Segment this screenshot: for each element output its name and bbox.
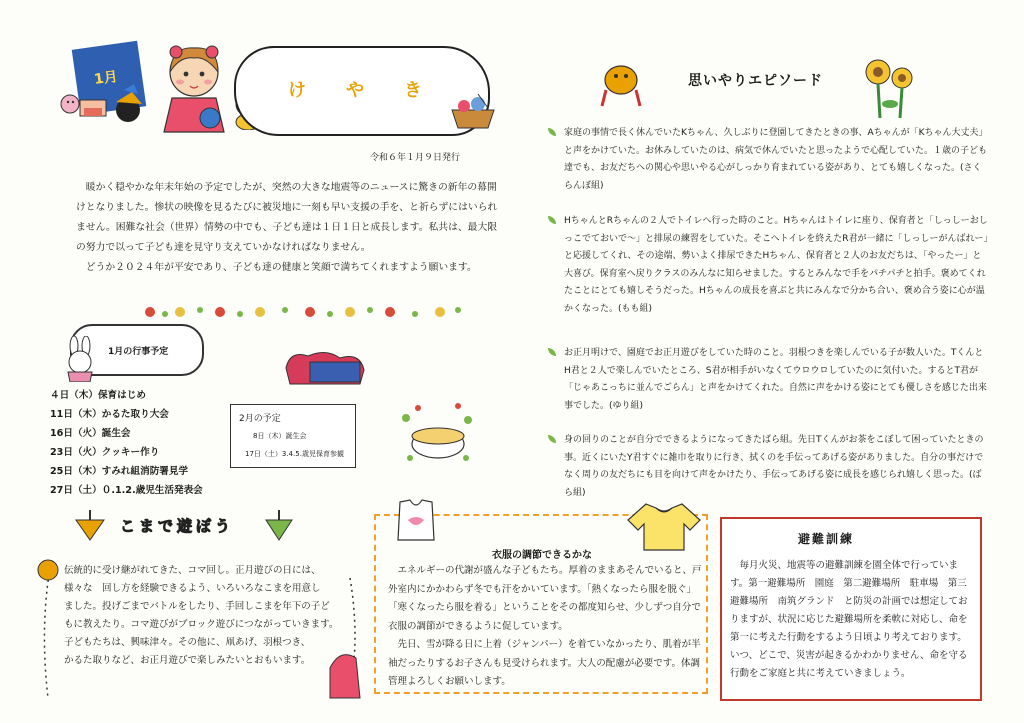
february-title: 2月の予定 (239, 414, 281, 424)
play-line: 様々な 回し方を経験できるよう、いろいろなこまを用意し (64, 583, 321, 594)
event-item: 27日（土）０.1.2.歳児生活発表会 (50, 485, 203, 496)
leaf-bullet-icon (548, 435, 556, 443)
episode-text: 身の回りのことが自分でできるようになってきたばら組。先日Tくんがお茶をこぼして困っていたときの事。近くにいたY君すぐに雑巾を取りに行き、拭くのを手伝ってあげる姿がありました。自分の事だけでなく周りの友だちにも目を向けて声をかけたり、手伝ってあげる姿に成長を感じられ嬉しく思った。(ばら組) (564, 435, 984, 498)
disaster-paragraph: 毎月火災、地震等の避難訓練を園全体で行っています。第一避難場所 園庭 第二避難場所 駐車場 第三避難場所 南筑グランド と防災の計画では想定しておりますが、状況に応じた避難場所を柔軟に対応し、命を第一に考えた行動をするよう日頃より考えております。いつ、どこで、災害が起きるかわかりません、命を守る行動をご家庭と共に考えていきましょう。 (730, 560, 968, 679)
play-line: ました。投げごまでバトルをしたり、手回しこまを年下の子ど (64, 601, 330, 612)
month-badge-label: 1月 (93, 68, 119, 89)
leaf-bullet-icon (548, 128, 556, 136)
disaster-drill-title: 避難訓練 (798, 532, 855, 546)
events-title: 1月の行事予定 (108, 347, 169, 357)
event-item: ４日（木）保育はじめ (50, 390, 146, 401)
episode-text: お正月明けで、園庭でお正月遊びをしていた時のこと。羽根つきを楽しんでいる子が数人いた。TくんとH君と２人で楽しんでいたところ、S君が相手がいなくてウロウロしていたのに気付いた。するとT君が「じゃあこっちに並んでごらん」と声をかけてくれた。自然に声をかける姿にとても優しさを感じた出来事でした。(ゆり組) (564, 348, 987, 411)
issue-date: 令和６年１月９日発行 (370, 153, 461, 163)
rabbit-illustration (60, 336, 100, 382)
toys-illustration (54, 82, 150, 128)
play-line: 子どもたちは、興味津々。その他に、凧あげ、羽根つき、 (64, 637, 311, 648)
spinning-top-icon (262, 508, 296, 542)
clothes-section-title: 衣服の調節できるかな (492, 550, 592, 561)
play-text (64, 562, 364, 670)
intro-text (76, 178, 504, 278)
newsletter-title: けやき (288, 80, 462, 101)
intro-paragraph: どうか２０２４年が平安であり、子ども達の健康と笑顔で満ちてくれますよう願います。 (85, 262, 477, 273)
play-line: 伝統的に受け継がれてきた、コマ回し。正月遊びの日には、 (64, 565, 321, 576)
sunflower-illustration (860, 56, 920, 118)
episode-item (564, 345, 988, 415)
event-item: 25日（木）すみれ組消防署見学 (50, 466, 189, 477)
clothes-paragraph: 先日、雪が降る日に上着（ジャンパー）を着ていなかったり、肌着が半袖だったりするお子さんも見受けられます。大人の配慮が必要です。体調管理よろしくお願いします。 (388, 639, 701, 687)
knit-illustration (280, 348, 370, 388)
clothes-paragraph: エネルギーの代謝が盛んな子どもたち。厚着のままあそんでいると、戸外室内にかかわらず冬でも汗をかいています。「熱くなったら服を脱ぐ」「寒くなったら服を着る」ということをその都度知らせ、少しずつ自分で衣服の調節ができるように促しています。 (388, 565, 702, 632)
event-item: 23日（火）クッキー作り (50, 447, 160, 458)
play-section-title: こまで遊ぼう (120, 517, 235, 535)
girl-illustration (154, 42, 238, 134)
cooking-pot-illustration (398, 398, 476, 468)
february-item: 17日（土）3.4.5.歳児保育参観 (245, 450, 344, 458)
event-item: 16日（火）誕生会 (50, 428, 131, 439)
episode-item (564, 213, 988, 318)
shirt-illustration (626, 500, 702, 552)
flower-garland-divider (140, 300, 470, 324)
vest-illustration (392, 496, 440, 544)
episode-item (564, 125, 988, 195)
episode-item (564, 432, 988, 502)
play-line: かるた取りなど、お正月遊びで楽しみたいとおもいます。 (64, 655, 311, 666)
episodes-title: 思いやりエピソード (688, 73, 823, 89)
episode-text: 家庭の事情で長く休んでいたKちゃん、久しぶりに登園してきたときの事、Aちゃんが「Kちゃん大丈夫」と声をかけていた。お休みしていたのは、病気で休んでいたと思ったようで心配していた。１歳の子ども達でも、お友だちへの関心や思いやる心がしっかり育まれている姿があり、とても嬉しくなった。(さくらんぼ組) (564, 128, 988, 191)
events-list (50, 386, 203, 500)
leaf-bullet-icon (548, 216, 556, 224)
intro-paragraph: 暖かく穏やかな年末年始の予定でしたが、突然の大きな地震等のニュースに驚きの新年の幕開けとなりました。惨状の映像を見るたびに被災地に一刻も早い支援の手を、と祈らずにはいられません。困難な社会（世界）情勢の中でも、子ども達は１日１日と成長します。私共は、最大限の努力で以って子ども達を見守り支えていかなければなりません。 (76, 182, 498, 253)
disaster-drill-text (730, 557, 974, 683)
spinning-top-icon (70, 508, 110, 542)
leaf-bullet-icon (548, 348, 556, 356)
event-item: 11日（木）かるた取り大会 (50, 409, 169, 420)
february-item: 8日（木）誕生会 (253, 432, 307, 440)
yarn-basket-illustration (448, 90, 498, 130)
ladybug-illustration (596, 54, 646, 108)
clothes-text (384, 562, 702, 692)
play-line: もに教えたり。コマ遊びがブロック遊びにつながっていきます。 (64, 619, 339, 630)
february-schedule-box (230, 404, 356, 468)
episode-text: HちゃんとRちゃんの２人でトイレへ行った時のこと。Hちゃんはトイレに座り、保育者と「しっしーおしっこでておいで～」と排尿の練習をしていた。そこへトイレを終えたR君が一緒に「しっしーがんばれー」と応援してくれ、その途端、勢いよく排尿できたHちゃん、保育者と２人のお友だちは、「やったー」と大喜び。保育室へ戻りクラスのみんなに知らせました。するとみんなで手をパチパチと拍手。褒めてくれたことにとても嬉しそうだった。Hちゃんの成長を喜ぶと共にみんなで分かち合い、褒め合う姿に心が温かくなった。(もも組) (564, 216, 988, 314)
